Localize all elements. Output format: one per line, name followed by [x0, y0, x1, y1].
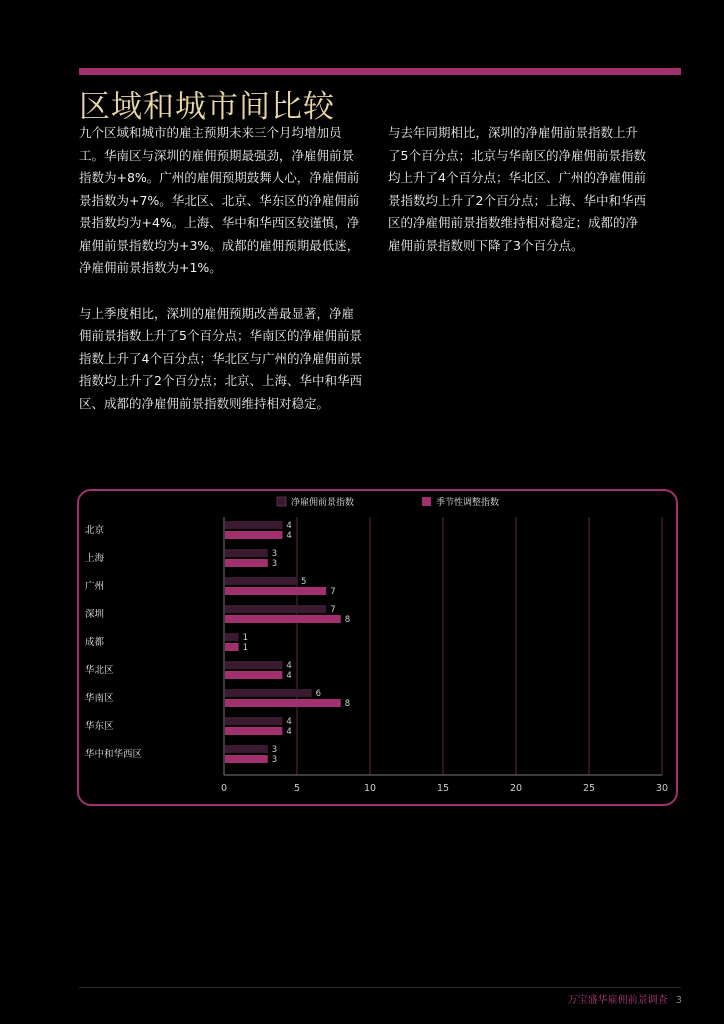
data-label: 7: [330, 587, 336, 597]
bar: [225, 643, 239, 651]
x-tick-label: 30: [655, 783, 669, 794]
bar: [225, 521, 282, 529]
bar: [225, 661, 282, 669]
footer-report-name: 万宝盛华雇佣前景调查: [567, 995, 668, 1006]
bar: [225, 633, 239, 641]
data-label: 4: [286, 521, 292, 531]
category-label: 上海: [85, 553, 105, 564]
data-label: 3: [271, 559, 278, 569]
category-label: 深圳: [85, 609, 105, 620]
data-label: 8: [344, 699, 351, 709]
page-number: 3: [675, 995, 682, 1006]
bar-chart: [79, 491, 680, 808]
x-tick-label: 0: [220, 783, 228, 794]
bar: [225, 671, 282, 679]
bar: [225, 549, 268, 557]
paragraph-regional-overview: 九个区域和城市的雇主预期未来三个月均增加员工。华南区与深圳的雇佣预期最强劲，净雇佣前景指数为+8%。广州的雇佣预期鼓舞人心，净雇佣前景指数为+7%。华北区、北京、华东区的净雇佣前景指数均为+4%。上海、华中和华西区较谨慎，净雇佣前景指数均为+3%。成都的雇佣预期最低迷，净雇佣前景指数为+1%。: [79, 125, 360, 275]
bar: [225, 605, 326, 613]
data-label: 6: [315, 689, 322, 699]
x-tick-label: 5: [293, 783, 301, 794]
title-accent-bar: [79, 68, 681, 75]
legend-label: 净雇佣前景指数: [291, 498, 355, 508]
x-tick-label: 15: [436, 783, 450, 794]
x-tick-label: 10: [363, 783, 377, 794]
category-label: 成都: [85, 637, 105, 648]
right-column: [388, 122, 648, 257]
bar: [225, 699, 341, 707]
bar: [225, 577, 297, 585]
data-label: 4: [286, 531, 292, 541]
data-label: 3: [271, 549, 278, 559]
data-label: 3: [271, 745, 278, 755]
bar: [225, 689, 312, 697]
data-label: 1: [242, 643, 249, 653]
x-tick-label: 20: [509, 783, 523, 794]
bar: [225, 587, 326, 595]
bar: [225, 727, 282, 735]
x-tick-label: 25: [582, 783, 596, 794]
paragraph-year-comparison: 与去年同期相比，深圳的净雇佣前景指数上升了5个百分点；北京与华南区的净雇佣前景指数均上升了4个百分点；华北区、广州的净雇佣前景指数均上升了2个百分点；上海、华中和华西区的净雇佣前景指数维持相对稳定；成都的净雇佣前景指数则下降了3个百分点。: [388, 125, 646, 253]
data-label: 8: [344, 615, 351, 625]
category-label: 北京: [85, 525, 105, 536]
data-label: 4: [286, 717, 292, 727]
category-label: 华南区: [85, 693, 114, 704]
bar: [225, 531, 282, 539]
page-title: 区域和城市间比较: [79, 89, 335, 125]
data-label: 3: [271, 755, 278, 765]
category-label: 华东区: [85, 721, 114, 732]
data-label: 5: [301, 577, 307, 587]
paragraph-quarter-comparison: 与上季度相比，深圳的雇佣预期改善最显著，净雇佣前景指数上升了5个百分点；华南区的净雇佣前景指数上升了4个百分点；华北区与广州的净雇佣前景指数均上升了2个百分点；北京、上海、华中和华西区、成都的净雇佣前景指数则维持相对稳定。: [79, 305, 362, 411]
bar: [225, 615, 341, 623]
bar: [225, 717, 282, 725]
category-label: 广州: [85, 581, 105, 592]
data-label: 7: [330, 605, 336, 615]
data-label: 4: [286, 671, 292, 681]
chart-panel: [77, 489, 678, 806]
data-label: 1: [242, 633, 249, 643]
left-column: [79, 122, 364, 415]
legend-swatch: [422, 497, 431, 506]
footer-divider: [79, 987, 681, 988]
legend-swatch: [277, 497, 286, 506]
legend-label: 季节性调整指数: [436, 498, 500, 508]
data-label: 4: [286, 661, 292, 671]
category-label: 华北区: [85, 665, 114, 676]
bar: [225, 755, 268, 763]
category-label: 华中和华西区: [85, 749, 143, 760]
bar: [225, 559, 268, 567]
bar: [225, 745, 268, 753]
data-label: 4: [286, 727, 292, 737]
footer: [568, 991, 682, 1006]
